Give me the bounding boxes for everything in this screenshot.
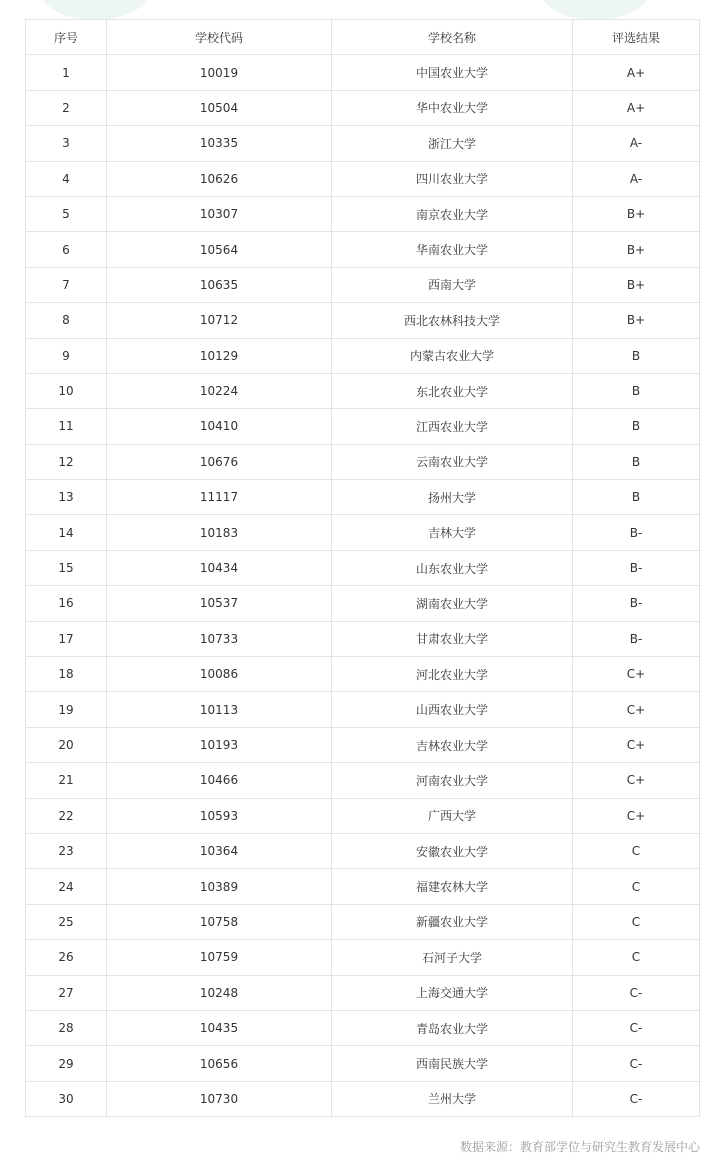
cell-school-code: 10504 [107,90,332,125]
cell-school-name: 南京农业大学 [332,196,573,231]
cell-index: 29 [26,1046,107,1081]
table-row [26,763,700,798]
table-row [26,515,700,550]
cell-school-code: 10389 [107,869,332,904]
cell-school-name: 西南大学 [332,267,573,302]
cell-result: C+ [573,727,700,762]
cell-result: C [573,833,700,868]
cell-school-name: 浙江大学 [332,126,573,161]
cell-index: 4 [26,161,107,196]
cell-result: B- [573,515,700,550]
cell-result: B [573,338,700,373]
table-row [26,373,700,408]
cell-school-code: 10626 [107,161,332,196]
header-school-name: 学校名称 [332,20,573,55]
cell-index: 2 [26,90,107,125]
cell-index: 19 [26,692,107,727]
cell-result: C- [573,975,700,1010]
ranking-table [25,19,700,1117]
cell-school-code: 10635 [107,267,332,302]
header-school-code: 学校代码 [107,20,332,55]
cell-school-name: 安徽农业大学 [332,833,573,868]
cell-school-name: 青岛农业大学 [332,1010,573,1045]
cell-school-code: 10193 [107,727,332,762]
table-row [26,409,700,444]
cell-index: 27 [26,975,107,1010]
cell-school-name: 兰州大学 [332,1081,573,1116]
cell-school-name: 山西农业大学 [332,692,573,727]
cell-result: C+ [573,763,700,798]
table-row [26,621,700,656]
cell-result: C [573,940,700,975]
table-row [26,727,700,762]
cell-school-name: 内蒙古农业大学 [332,338,573,373]
table-row [26,657,700,692]
table-row [26,798,700,833]
cell-school-name: 西北农林科技大学 [332,303,573,338]
cell-index: 30 [26,1081,107,1116]
cell-school-name: 湖南农业大学 [332,586,573,621]
table-row [26,692,700,727]
table-row [26,161,700,196]
table-row [26,196,700,231]
cell-school-name: 河北农业大学 [332,657,573,692]
cell-result: B- [573,550,700,585]
cell-school-code: 10183 [107,515,332,550]
cell-index: 11 [26,409,107,444]
cell-school-code: 10676 [107,444,332,479]
cell-index: 8 [26,303,107,338]
table-row [26,904,700,939]
table-row [26,550,700,585]
cell-school-name: 华中农业大学 [332,90,573,125]
cell-school-name: 广西大学 [332,798,573,833]
cell-school-name: 河南农业大学 [332,763,573,798]
cell-school-name: 云南农业大学 [332,444,573,479]
cell-school-name: 吉林大学 [332,515,573,550]
cell-school-code: 11117 [107,480,332,515]
cell-index: 17 [26,621,107,656]
cell-school-name: 甘肃农业大学 [332,621,573,656]
cell-index: 7 [26,267,107,302]
cell-result: C- [573,1046,700,1081]
cell-index: 1 [26,55,107,90]
cell-index: 13 [26,480,107,515]
cell-school-name: 新疆农业大学 [332,904,573,939]
cell-school-code: 10656 [107,1046,332,1081]
cell-school-name: 中国农业大学 [332,55,573,90]
cell-result: C+ [573,798,700,833]
cell-result: C+ [573,657,700,692]
table-row [26,126,700,161]
cell-result: B [573,444,700,479]
cell-index: 5 [26,196,107,231]
cell-school-code: 10434 [107,550,332,585]
cell-result: A+ [573,55,700,90]
cell-school-code: 10564 [107,232,332,267]
cell-index: 21 [26,763,107,798]
table-row [26,833,700,868]
table-body [26,55,700,1117]
cell-index: 25 [26,904,107,939]
cell-index: 12 [26,444,107,479]
table-row [26,303,700,338]
cell-school-code: 10248 [107,975,332,1010]
header-index: 序号 [26,20,107,55]
cell-school-code: 10086 [107,657,332,692]
cell-index: 15 [26,550,107,585]
cell-index: 10 [26,373,107,408]
cell-school-code: 10335 [107,126,332,161]
table-row [26,444,700,479]
cell-index: 18 [26,657,107,692]
table-row [26,1081,700,1116]
cell-result: C- [573,1081,700,1116]
cell-school-code: 10113 [107,692,332,727]
table-row [26,232,700,267]
cell-school-name: 华南农业大学 [332,232,573,267]
cell-result: C [573,904,700,939]
table-row [26,975,700,1010]
cell-result: C [573,869,700,904]
cell-school-name: 江西农业大学 [332,409,573,444]
cell-result: B- [573,586,700,621]
cell-result: B [573,373,700,408]
cell-school-code: 10466 [107,763,332,798]
cell-school-code: 10593 [107,798,332,833]
cell-school-code: 10435 [107,1010,332,1045]
table-row [26,55,700,90]
cell-index: 28 [26,1010,107,1045]
cell-index: 24 [26,869,107,904]
table-row [26,869,700,904]
cell-school-name: 石河子大学 [332,940,573,975]
cell-result: B [573,480,700,515]
cell-school-name: 上海交通大学 [332,975,573,1010]
cell-result: A+ [573,90,700,125]
cell-index: 3 [26,126,107,161]
cell-result: B+ [573,196,700,231]
cell-school-code: 10537 [107,586,332,621]
cell-index: 16 [26,586,107,621]
cell-result: B+ [573,303,700,338]
decorative-shape [40,0,150,20]
cell-school-code: 10364 [107,833,332,868]
cell-index: 6 [26,232,107,267]
table-row [26,90,700,125]
cell-school-name: 西南民族大学 [332,1046,573,1081]
cell-school-code: 10730 [107,1081,332,1116]
cell-result: C- [573,1010,700,1045]
cell-index: 9 [26,338,107,373]
cell-school-name: 山东农业大学 [332,550,573,585]
cell-school-code: 10410 [107,409,332,444]
cell-result: B+ [573,232,700,267]
cell-result: C+ [573,692,700,727]
table-row [26,267,700,302]
cell-school-code: 10759 [107,940,332,975]
cell-result: A- [573,161,700,196]
cell-school-code: 10307 [107,196,332,231]
header-row [26,20,700,55]
cell-school-code: 10758 [107,904,332,939]
table-header [26,20,700,55]
cell-school-code: 10733 [107,621,332,656]
cell-result: B [573,409,700,444]
header-result: 评选结果 [573,20,700,55]
cell-index: 20 [26,727,107,762]
cell-result: A- [573,126,700,161]
cell-school-code: 10019 [107,55,332,90]
cell-school-code: 10129 [107,338,332,373]
table-row [26,480,700,515]
table-row [26,940,700,975]
table-row [26,338,700,373]
cell-school-name: 四川农业大学 [332,161,573,196]
cell-school-name: 福建农林大学 [332,869,573,904]
table-row [26,1046,700,1081]
cell-index: 23 [26,833,107,868]
cell-school-name: 扬州大学 [332,480,573,515]
decorative-shape [540,0,650,20]
cell-school-name: 吉林农业大学 [332,727,573,762]
cell-school-name: 东北农业大学 [332,373,573,408]
cell-index: 26 [26,940,107,975]
cell-school-code: 10224 [107,373,332,408]
data-source-note: 数据来源：教育部学位与研究生教育发展中心 [459,1140,700,1154]
cell-index: 14 [26,515,107,550]
table-row [26,1010,700,1045]
cell-school-code: 10712 [107,303,332,338]
cell-index: 22 [26,798,107,833]
cell-result: B+ [573,267,700,302]
table-row [26,586,700,621]
cell-result: B- [573,621,700,656]
